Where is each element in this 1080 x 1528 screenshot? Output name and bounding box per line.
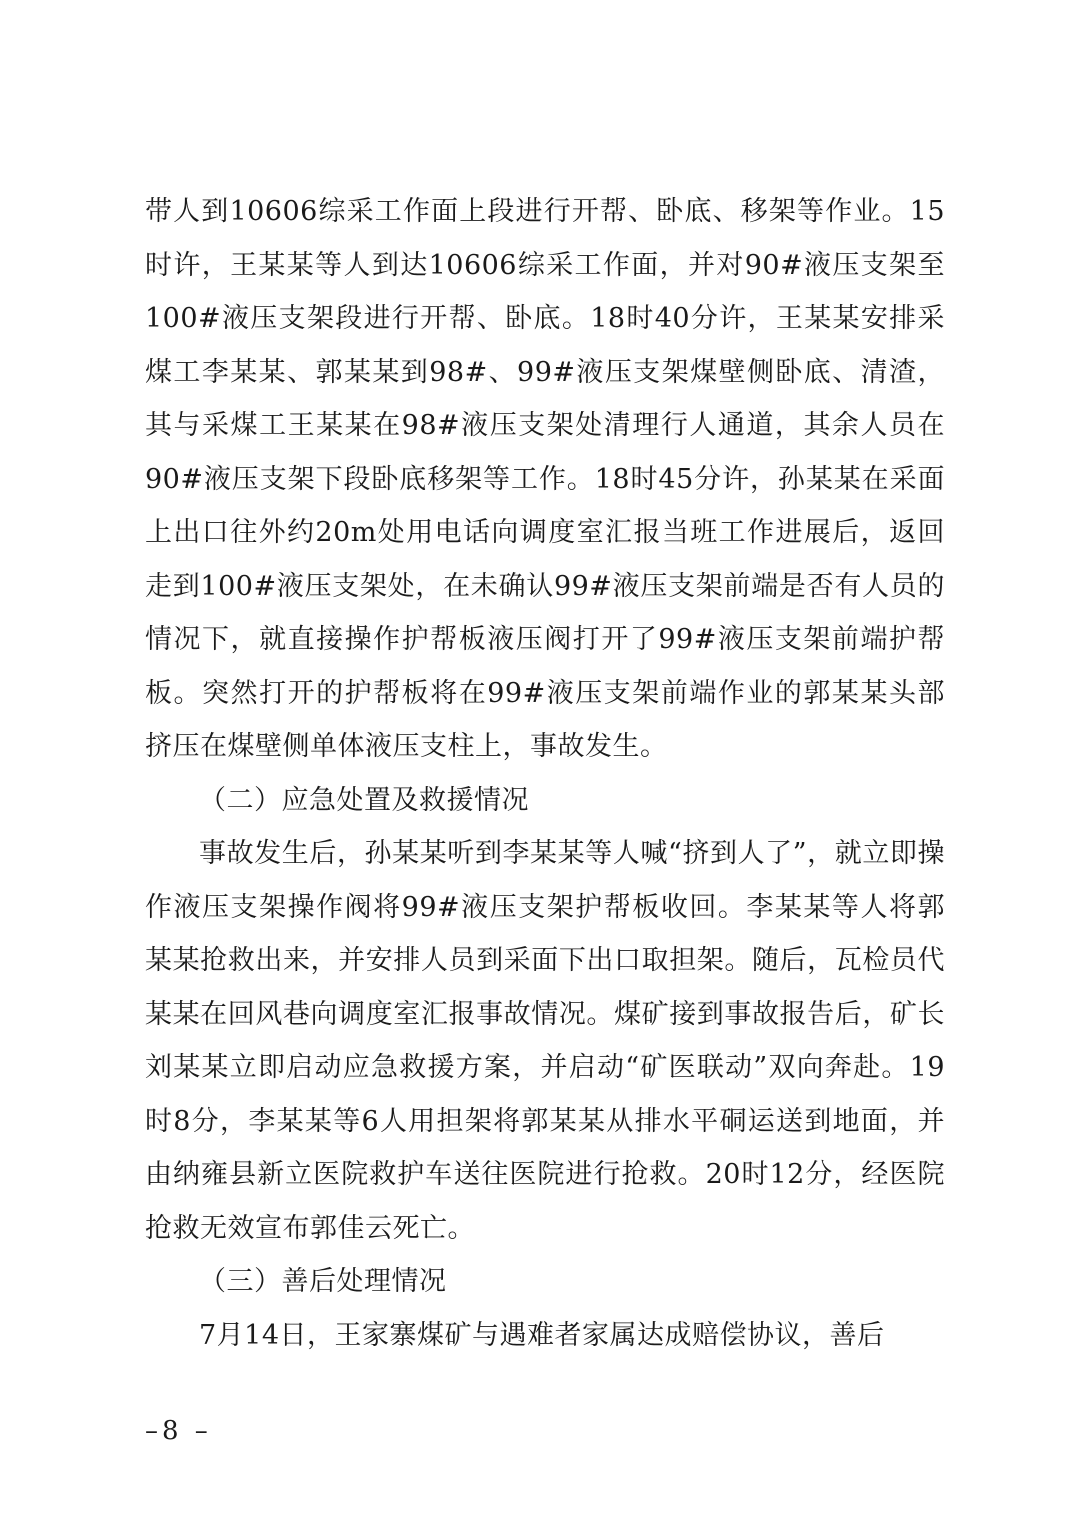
section-heading-emergency-response: （二）应急处置及救援情况	[199, 784, 529, 816]
paragraph-accident-process: 带人到10606综采工作面上段进行开帮、卧底、移架等作业。15时许，王某某等人到达10606综采工作面，并对90#液压支架至100#液压支架段进行开帮、卧底。18时40分许，王某某安排采煤工李某某、郭某某到98#、99#液压支架煤壁侧卧底、清渣，其与采煤工王某某在98#液压支架处清理行人通道，其余人员在90#液压支架下段卧底移架等工作。18时45分许，孙某某在采面上出口往外约20m处用电话向调度室汇报当班工作进展后，返回走到100#液压支架处，在未确认99#液压支架前端是否有人员的情况下，就直接操作护帮板液压阀打开了99#液压支架前端护帮板。突然打开的护帮板将在99#液压支架前端作业的郭某某头部挤压在煤壁侧单体液压支柱上，事故发生。	[145, 196, 945, 762]
document-body	[145, 185, 945, 1362]
paragraph-emergency-response: 事故发生后，孙某某听到李某某等人喊“挤到人了”，就立即操作液压支架操作阀将99#液压支架护帮板收回。李某某等人将郭某某抢救出来，并安排人员到采面下出口取担架。随后，瓦检员代某某在回风巷向调度室汇报事故情况。煤矿接到事故报告后，矿长刘某某立即启动应急救援方案，并启动“矿医联动”双向奔赴。19时8分，李某某等6人用担架将郭某某从排水平硐运送到地面，并由纳雍县新立医院救护车送往医院进行抢救。20时12分，经医院抢救无效宣布郭佳云死亡。	[145, 838, 945, 1244]
paragraph-aftermath: 7月14日，王家寨煤矿与遇难者家属达成赔偿协议，善后	[199, 1319, 885, 1351]
page-number: –8 –	[145, 1416, 212, 1446]
section-heading-aftermath: （三）善后处理情况	[199, 1266, 447, 1297]
